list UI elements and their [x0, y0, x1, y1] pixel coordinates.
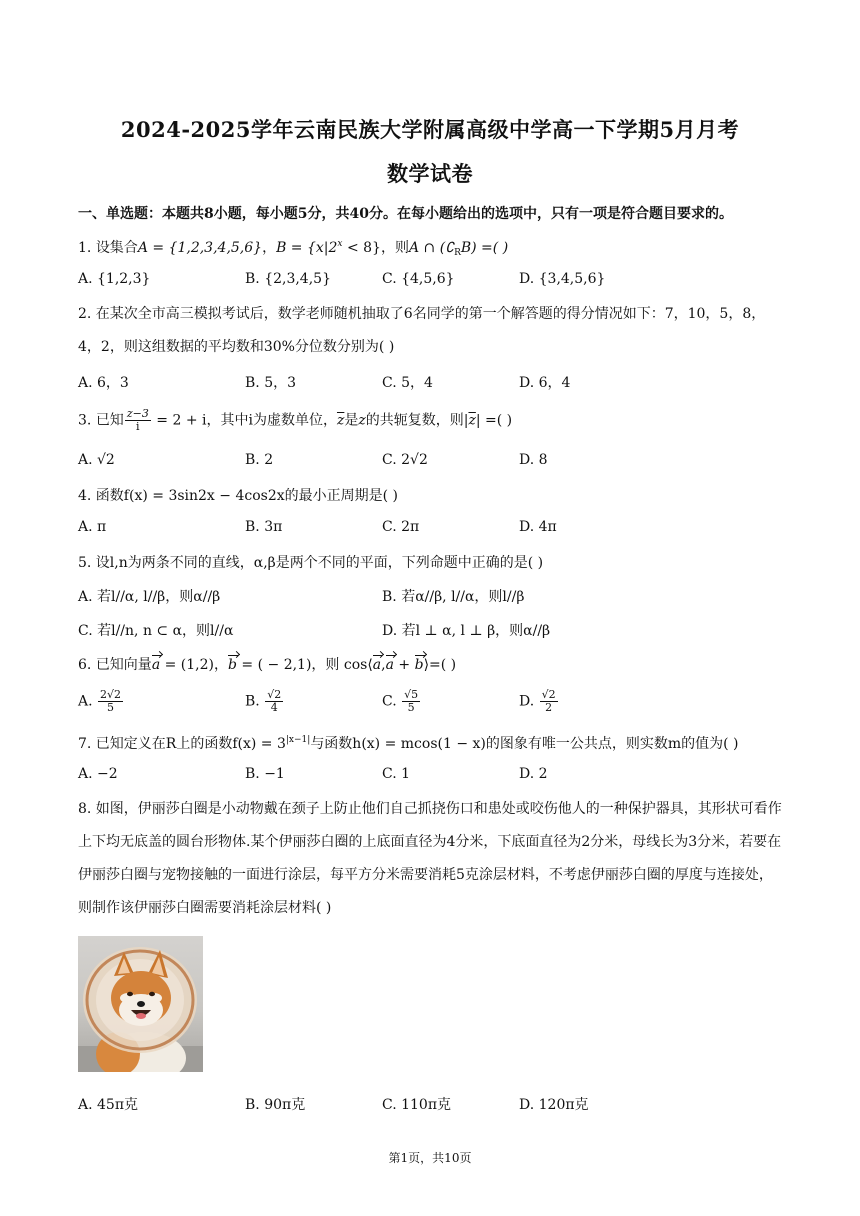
- question-7: 7. 已知定义在R上的函数$f(x) = 3^{|x-1|}$与函数h(x) = mcos(1 − x)的图象有唯一公共点，则实数m的值为( ): [78, 735, 739, 752]
- q3-option-c: C. 2√2: [382, 452, 428, 468]
- page-footer: 第1页，共10页: [388, 1151, 472, 1165]
- q5-option-d: D. 若l ⊥ α, l ⊥ β，则α//β: [382, 623, 551, 639]
- q8-option-c: C. 110π克: [382, 1097, 452, 1113]
- q4-option-b: B. 3π: [245, 519, 283, 535]
- q1-option-b: B. {2,3,4,5}: [245, 271, 331, 287]
- q3-option-b: B. 2: [245, 452, 274, 468]
- exam-subtitle: 数学试卷: [387, 161, 473, 186]
- question-1: 1. 设集合A = {1,2,3,4,5,6}，$B = \{x|2^x < 8\}$，则A ∩ $(∁_RB)$ =( ): [78, 239, 509, 258]
- q2-option-b: B. 5，3: [245, 375, 297, 391]
- q8-option-b: B. 90π克: [245, 1097, 306, 1113]
- question-4: 4. 函数f(x) = 3sin2x − 4cos2x的最小正周期是( ): [78, 488, 398, 504]
- q3-option-a: A. √2: [78, 452, 115, 468]
- q5-option-c: C. 若l//n, n ⊂ α，则l//α: [78, 623, 234, 639]
- shiba-dog-illustration: [78, 936, 203, 1072]
- q3-option-d: D. 8: [519, 452, 548, 468]
- question-2: 2. 在某次全市高三模拟考试后，数学老师随机抽取了6名同学的第一个解答题的得分情况如下：7，10，5，8，4，2，则这组数据的平均数和30%分位数分别为( ): [78, 306, 766, 355]
- q3-fraction: $\frac{z-3}{i}$: [126, 407, 149, 433]
- question-8: 8. 如图，伊丽莎白圈是小动物戴在颈子上防止他们自己抓挠伤口和患处或咬伤他人的一种保护器具，其形状可看作上下均无底盖的圆台形物体.某个伊丽莎白圈的上底面直径为4分米，下底面直径为2分米，母线长为3分米，若要在伊丽莎白圈与宠物接触的一面进行涂层，每平方分米需要消耗5克涂层材料，不考虑伊丽莎白圈的厚度与连接处，则制作该伊丽莎白圈需要消耗涂层材料( ): [78, 801, 782, 916]
- q1-option-c: C. {4,5,6}: [382, 271, 455, 287]
- q1-option-a: A. {1,2,3}: [78, 271, 151, 287]
- section-header: 一、单选题：本题共8小题，每小题5分，共40分。在每小题给出的选项中，只有一项是符合题目要求的。: [78, 206, 733, 222]
- q2-option-a: A. 6，3: [78, 375, 129, 391]
- exam-title: 2024-2025学年云南民族大学附属高级中学高一下学期5月月考: [120, 117, 740, 142]
- q1-option-d: D. {3,4,5,6}: [519, 271, 606, 287]
- question-6: 6. 已知向量a = (1,2)，b = ( − 2,1)，则 cos⟨a,a + b⟩=( ): [78, 657, 457, 673]
- q2-option-d: D. 6，4: [519, 375, 571, 391]
- vector-a: a: [151, 657, 161, 673]
- q4-option-c: C. 2π: [382, 519, 420, 535]
- vector-b: b: [228, 657, 237, 673]
- q6-option-c: C. $\frac{√5}{5}$: [382, 688, 419, 714]
- q6-option-d: D. $\frac{√2}{2}$: [519, 688, 556, 714]
- q8-option-a: A. 45π克: [78, 1097, 139, 1113]
- q8-option-d: D. 120π克: [519, 1097, 589, 1113]
- q4-option-a: A. π: [78, 519, 107, 535]
- q7-option-b: B. −1: [245, 766, 285, 782]
- q7-option-d: D. 2: [519, 766, 548, 782]
- q2-option-c: C. 5，4: [382, 375, 433, 391]
- question-3: 3. 已知 $\frac{z-3}{i}$ = 2 + i，其中i为虚数单位，$\overline{z}$是z的共轭复数，则$|\overline{z}|$ =( ): [78, 407, 513, 433]
- q6-option-a: A. $\frac{2√2}{5}$: [78, 688, 122, 714]
- question-5: 5. 设l,n为两条不同的直线，α,β是两个不同的平面，下列命题中正确的是( ): [78, 555, 544, 571]
- q7-option-c: C. 1: [382, 766, 411, 782]
- q5-option-a: A. 若l//α, l//β，则α//β: [78, 589, 221, 605]
- dog-cone-photo: [78, 936, 203, 1072]
- q5-option-b: B. 若α//β, l//α，则l//β: [382, 589, 525, 605]
- q7-option-a: A. −2: [78, 766, 118, 782]
- q6-option-b: B. $\frac{√2}{4}$: [245, 688, 282, 714]
- q4-option-d: D. 4π: [519, 519, 557, 535]
